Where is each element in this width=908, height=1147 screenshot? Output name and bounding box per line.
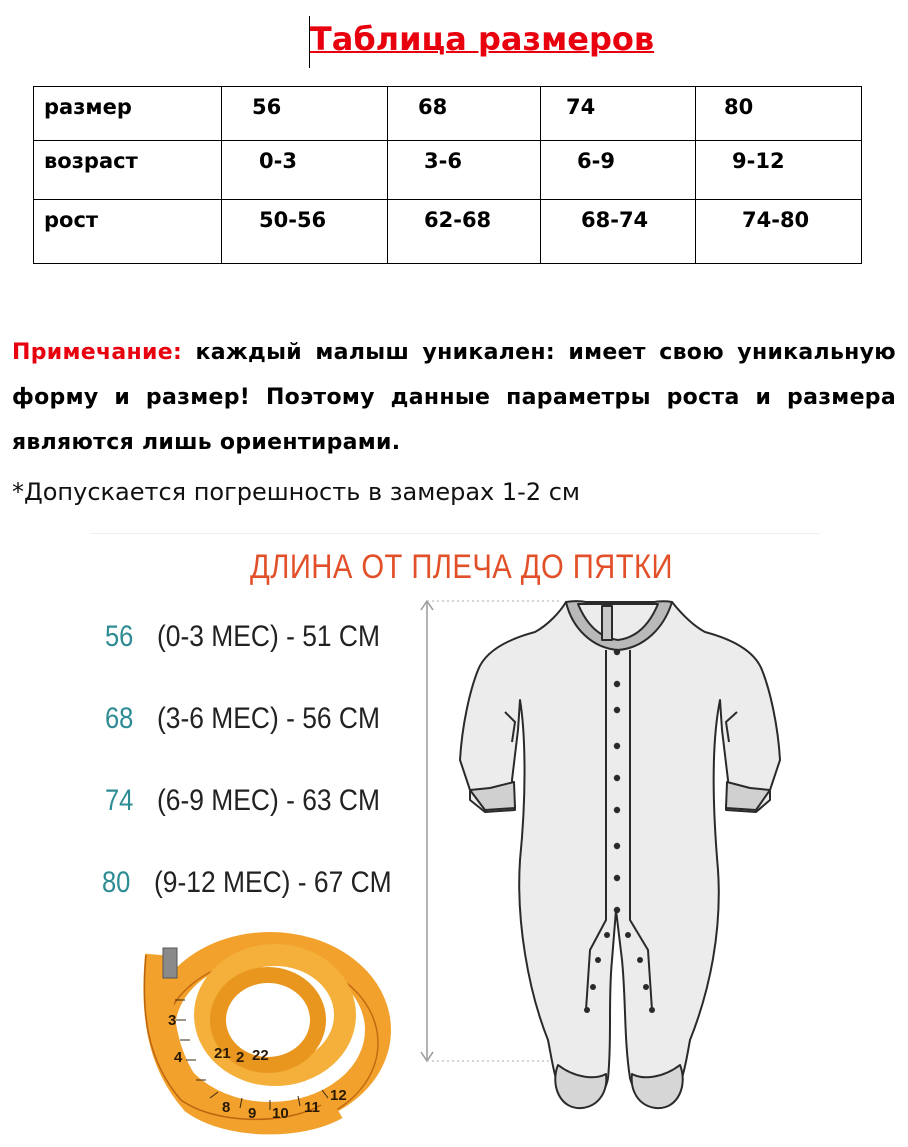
tape-number: 21	[214, 1045, 231, 1062]
tape-number: 9	[248, 1105, 257, 1122]
size-number: 56	[105, 620, 134, 653]
sleepsuit-illustration	[460, 601, 780, 1108]
tape-number: 8	[222, 1099, 231, 1116]
table-cell: 6-9	[541, 141, 696, 200]
size-length-row	[102, 866, 424, 900]
table-cell: 68-74	[541, 200, 696, 264]
size-number: 80	[102, 866, 131, 899]
measure-heading: ДЛИНА ОТ ПЛЕЧА ДО ПЯТКИ	[250, 548, 673, 586]
size-description: (0-3 MEC) - 51 CM	[157, 620, 380, 653]
table-cell: 9-12	[696, 141, 862, 200]
tape-number: 10	[272, 1105, 289, 1122]
row-label: рост	[34, 200, 222, 264]
table-cell: 62-68	[388, 200, 541, 264]
size-length-row	[105, 784, 410, 818]
tolerance-note: *Допускается погрешность в замерах 1-2 см	[12, 478, 581, 506]
tape-number: 12	[330, 1087, 347, 1104]
page-title: Таблица размеров	[309, 20, 655, 58]
size-length-row	[105, 620, 410, 654]
tape-number: 3	[168, 1012, 177, 1029]
row-label: возраст	[34, 141, 222, 200]
size-description: (3-6 MEC) - 56 CM	[157, 702, 380, 735]
table-cell: 74-80	[696, 200, 862, 264]
tape-number: 2	[236, 1049, 245, 1066]
tape-measure-illustration	[144, 945, 378, 1128]
size-description: (6-9 MEC) - 63 CM	[157, 784, 380, 817]
size-number: 68	[105, 702, 134, 735]
size-length-row	[105, 702, 410, 736]
size-number: 74	[105, 784, 134, 817]
table-cell: 50-56	[222, 200, 388, 264]
table-cell: 56	[222, 87, 388, 141]
table-cell: 74	[541, 87, 696, 141]
size-description: (9-12 MEC) - 67 CM	[154, 866, 392, 899]
tape-number: 4	[174, 1049, 183, 1066]
table-cell: 68	[388, 87, 541, 141]
tape-number: 11	[304, 1099, 320, 1116]
tape-number: 22	[252, 1047, 269, 1064]
note-label: Примечание:	[12, 340, 183, 365]
row-label: размер	[34, 87, 222, 141]
note-text: каждый малыш уникален: имеет свою уникальную форму и размер! Поэтому данные параметры роста и размера являются лишь ориентирами.	[12, 340, 896, 455]
table-cell: 0-3	[222, 141, 388, 200]
table-cell: 80	[696, 87, 862, 141]
table-cell: 3-6	[388, 141, 541, 200]
